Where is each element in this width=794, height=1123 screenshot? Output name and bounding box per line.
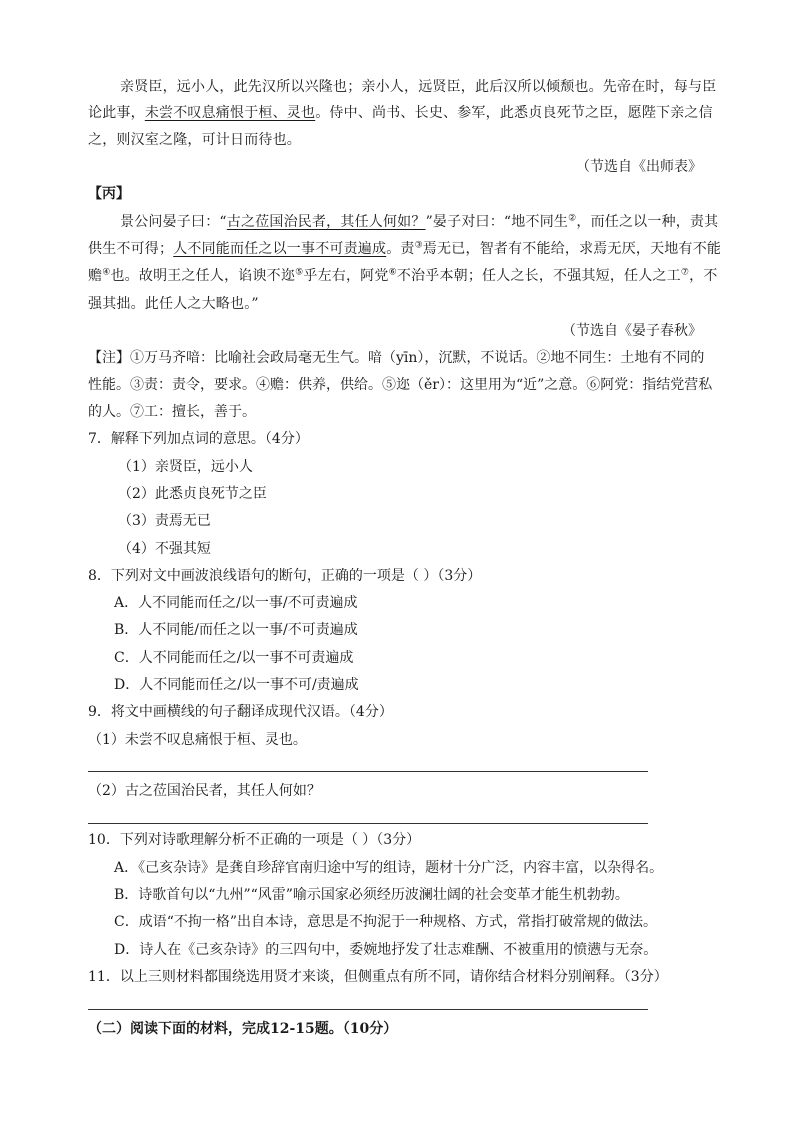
question-7-stem: 7．解释下列加点词的意思。（4分） <box>88 431 309 447</box>
question-8-stem: 8．下列对文中画波浪线语句的断句，正确的一项是（ ）（3分） <box>88 568 482 584</box>
question-9-sub-1: （1）未尝不叹息痛恨于桓、灵也。 <box>88 732 307 748</box>
question-11-stem: 11．以上三则材料都围绕选用贤才来谈，但侧重点有所不同，请你结合材料分别阐释。（3分） <box>88 969 668 985</box>
section-2-heading: （二）阅读下面的材料，完成12-15题。（10分） <box>88 1021 398 1037</box>
notes-line-2: 性能。③责：责令，要求。④赡：供养，供给。⑤迩（ěr）：这里用为“近”之意。⑥阿党：指结党营私 <box>88 377 713 393</box>
answer-line-11[interactable] <box>88 1009 648 1010</box>
question-10-option-b[interactable]: B．诗歌首句以“九州”“风雷”喻示国家必须经历波澜壮阔的社会变革才能生机勃勃。 <box>114 887 629 903</box>
passage-c-line-3: 赡④也。故明王之任人，谄谀不迩⑤乎左右，阿党⑥不治乎本朝；任人之长，不强其短，任人之工⑦，不 <box>88 267 718 284</box>
question-9-sub-2: （2）古之莅国治民者，其任人何如？ <box>88 783 321 799</box>
question-8-option-b[interactable]: B．人不同能/而任之以一事/不可责遍成 <box>114 622 358 638</box>
question-8-option-a[interactable]: A．人不同能而任之/以一事/不可责遍成 <box>114 595 358 611</box>
question-10-option-a[interactable]: A．《己亥杂诗》是龚自珍辞官南归途中写的组诗，题材十分广泛，内容丰富，以杂得名。 <box>114 860 664 876</box>
passage-c-line-1: 景公问晏子曰：“古之莅国治民者，其任人何如？”晏子对曰：“地不同生②，而任之以一种，责其 <box>120 213 719 230</box>
passage-c-line-4: 强其拙。此任人之大略也。” <box>88 296 259 312</box>
question-7-item-4: （4）不强其短 <box>118 541 211 557</box>
answer-line-9-1[interactable] <box>88 771 648 772</box>
question-7-item-2: （2）此悉贞良死节之臣 <box>118 486 267 502</box>
passage-a-line-3: 之，则汉室之隆，可计日而待也。 <box>88 132 301 148</box>
question-10-option-d[interactable]: D．诗人在《己亥杂诗》的三四句中，委婉地抒发了壮志难酬、不被重用的愤懑与无奈。 <box>114 942 658 958</box>
question-7-item-1: （1）亲贤臣，远小人 <box>118 459 253 475</box>
passage-a-source: （节选自《出师表》 <box>576 159 702 175</box>
passage-a-line-2: 论此事，未尝不叹息痛恨于桓、灵也。侍中、尚书、长史、参军，此悉贞良死节之臣，愿陛下亲之信 <box>88 105 713 121</box>
passage-c-line-2: 供生不可得；人不同能而任之以一事不可责遍成。责③焉无已，智者有不能给，求焉无厌，天地有不能 <box>88 240 722 257</box>
wavy-underlined-sentence: 人不同能而任之以一事不可责遍成 <box>173 241 387 257</box>
question-8-option-d[interactable]: D．人不同能而任之/以一事不可/责遍成 <box>114 677 359 693</box>
question-8-option-c[interactable]: C．人不同能而任之/以一事不可责遍成 <box>114 650 354 666</box>
notes-line-1: 【注】①万马齐喑：比喻社会政局毫无生气。喑（yīn），沉默，不说话。②地不同生：土地有不同的 <box>88 350 705 366</box>
passage-a-line-1: 亲贤臣，远小人，此先汉所以兴隆也；亲小人，远贤臣，此后汉所以倾颓也。先帝在时，每与臣 <box>120 79 717 95</box>
notes-line-3: 的人。⑦工：擅长，善于。 <box>88 404 256 420</box>
answer-line-9-2[interactable] <box>88 823 648 824</box>
question-9-stem: 9．将文中画横线的句子翻译成现代汉语。（4分） <box>88 704 393 720</box>
underlined-sentence-2: 古之莅国治民者，其任人何如？ <box>226 214 426 230</box>
underlined-sentence-1: 未尝不叹息痛恨于桓、灵也 <box>144 105 316 121</box>
question-10-option-c[interactable]: C．成语“不拘一格”出自本诗，意思是不拘泥于一种规格、方式，常指打破常规的做法。 <box>114 914 658 930</box>
passage-c-source: （节选自《晏子春秋》 <box>562 323 702 339</box>
question-10-stem: 10．下列对诗歌理解分析不正确的一项是（ ）（3分） <box>88 832 421 848</box>
passage-c-heading: 【丙】 <box>88 186 130 202</box>
question-7-item-3: （3）责焉无已 <box>118 513 211 529</box>
